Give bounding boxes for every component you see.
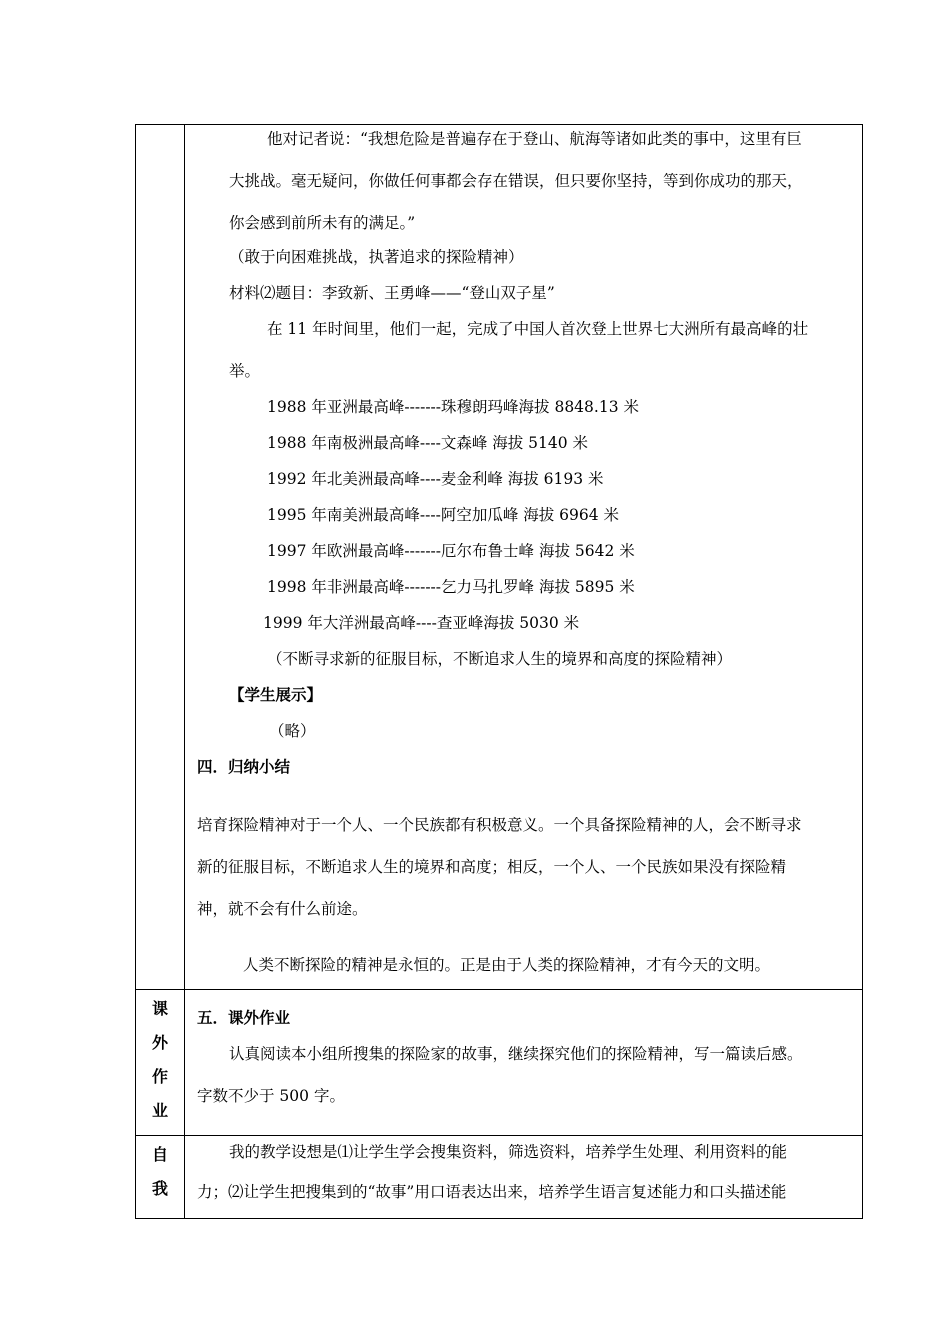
- side-label-char: 自: [151, 1145, 168, 1164]
- side-label-empty: [136, 125, 185, 990]
- intro-line: 举。: [229, 362, 261, 380]
- table-row: [136, 1136, 863, 1219]
- closing-line: 人类不断探险的精神是永恒的。正是由于人类的探险精神，才有今天的文明。: [243, 956, 771, 974]
- side-label-homework: [136, 990, 185, 1136]
- peak-item: 1988 年亚洲最高峰-------珠穆朗玛峰海拔 8848.13 米: [267, 398, 639, 416]
- table-row: [136, 125, 863, 990]
- quote-line: 大挑战。毫无疑问，你做任何事都会存在错误，但只要你坚持，等到你成功的那天，: [229, 172, 803, 190]
- material-title: 材料⑵题目：李致新、王勇峰——“登山双子星”: [229, 284, 555, 302]
- self-reflection-line: 我的教学设想是⑴让学生学会搜集资料，筛选资料，培养学生处理、利用资料的能: [229, 1143, 788, 1161]
- peak-item: 1998 年非洲最高峰-------乞力马扎罗峰 海拔 5895 米: [267, 578, 635, 596]
- homework-line: 认真阅读本小组所搜集的探险家的故事，继续探究他们的探险精神，写一篇读后感。: [229, 1045, 803, 1063]
- content-cell-main: [185, 125, 863, 990]
- student-show-heading: 【学生展示】: [229, 685, 323, 704]
- side-label-char: 业: [151, 1101, 168, 1120]
- peak-item: 1992 年北美洲最高峰----麦金利峰 海拔 6193 米: [267, 470, 604, 488]
- summary-heading: 四．归纳小结: [197, 757, 291, 776]
- quote-line: 你会感到前所未有的满足。”: [229, 214, 416, 232]
- content-cell-self: [185, 1136, 863, 1219]
- peak-item: 1988 年南极洲最高峰----文森峰 海拔 5140 米: [267, 434, 589, 452]
- side-label-char: 课: [151, 999, 168, 1018]
- quote-line: 他对记者说：“我想危险是普遍存在于登山、航海等诸如此类的事中，这里有巨: [267, 130, 802, 148]
- table-row: [136, 990, 863, 1136]
- note-text: （不断寻求新的征服目标，不断追求人生的境界和高度的探险精神）: [267, 650, 733, 668]
- side-label-self: [136, 1136, 185, 1219]
- peak-item: 1997 年欧洲最高峰-------厄尔布鲁士峰 海拔 5642 米: [267, 542, 635, 560]
- intro-line: 在 11 年时间里，他们一起，完成了中国人首次登上世界七大洲所有最高峰的壮: [267, 320, 809, 338]
- content-cell-homework: [185, 990, 863, 1136]
- self-reflection-line: 力；⑵让学生把搜集到的“故事”用口语表达出来，培养学生语言复述能力和口头描述能: [197, 1183, 787, 1201]
- omitted-text: （略）: [269, 722, 316, 740]
- peak-item: 1999 年大洋洲最高峰----查亚峰海拔 5030 米: [263, 614, 580, 632]
- side-label-char: 作: [151, 1067, 168, 1086]
- side-label-char: 我: [151, 1179, 168, 1198]
- summary-line: 新的征服目标，不断追求人生的境界和高度；相反，一个人、一个民族如果没有探险精: [197, 858, 787, 876]
- peak-item: 1995 年南美洲最高峰----阿空加瓜峰 海拔 6964 米: [267, 506, 620, 524]
- summary-line: 神，就不会有什么前途。: [197, 900, 368, 918]
- homework-line: 字数不少于 500 字。: [197, 1087, 345, 1105]
- side-label-char: 外: [151, 1033, 168, 1052]
- homework-heading: 五．课外作业: [197, 1008, 291, 1027]
- summary-line: 培育探险精神对于一个人、一个民族都有积极意义。一个具备探险精神的人，会不断寻求: [197, 816, 802, 834]
- note-text: （敢于向困难挑战，执著追求的探险精神）: [229, 248, 524, 266]
- lesson-table: [135, 124, 863, 1219]
